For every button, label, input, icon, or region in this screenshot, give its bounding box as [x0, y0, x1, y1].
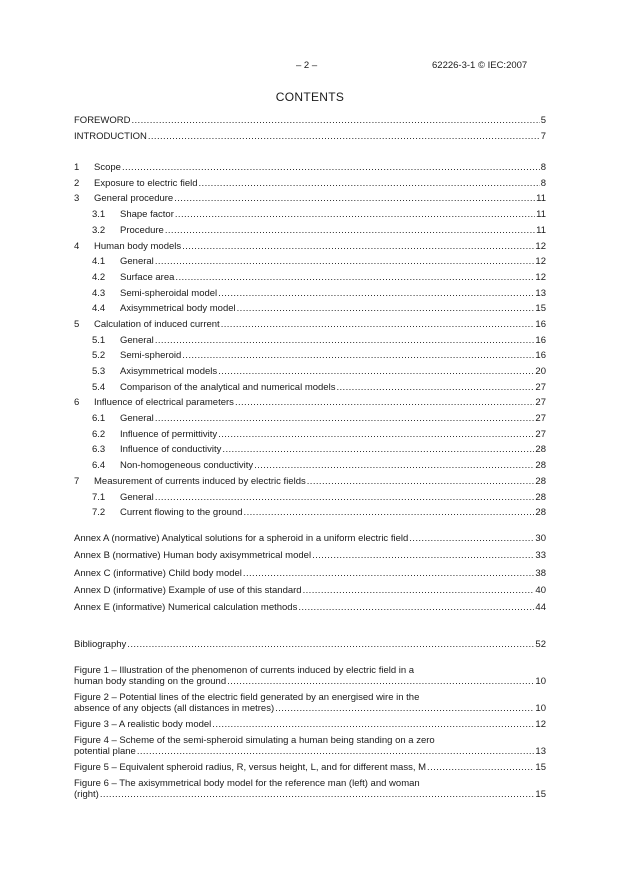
entry-number: 5 — [74, 318, 80, 330]
entry-number: 3.2 — [92, 224, 106, 236]
entry-title — [74, 637, 126, 653]
figure-caption-text: potential plane — [74, 745, 136, 757]
entry-text: Exposure to electric field — [94, 177, 198, 189]
entry-text: General — [120, 413, 154, 425]
entry-number: 6.3 — [92, 444, 106, 456]
leader-dots — [221, 317, 535, 333]
figure-caption-text: Figure 3 – A realistic body model — [74, 718, 212, 730]
entry-page: 40 — [535, 585, 546, 597]
subclause-entry[interactable] — [74, 333, 546, 349]
leader-dots — [182, 239, 534, 255]
entry-text: Influence of electrical parameters — [94, 397, 234, 409]
leader-dots — [175, 207, 535, 223]
entry-text: Comparison of the analytical and numerical models — [120, 381, 336, 393]
entry-text: Shape factor — [120, 209, 174, 221]
clause-entry[interactable] — [74, 191, 546, 207]
front-entry[interactable] — [74, 113, 546, 129]
figure-entry[interactable] — [74, 762, 546, 773]
entry-text: Surface area — [120, 271, 175, 283]
figure-caption-line: Figure 2 – Potential lines of the electric field generated by an energised wire in the — [74, 691, 420, 703]
leader-dots — [427, 762, 534, 773]
leader-dots — [155, 411, 535, 427]
annex-entry[interactable] — [74, 530, 546, 547]
subclause-entry[interactable] — [74, 427, 546, 443]
entry-number: 4.4 — [92, 303, 106, 315]
front-matter-list — [74, 113, 546, 144]
entry-number: 7.2 — [92, 507, 106, 519]
leader-dots — [218, 364, 534, 380]
entry-title — [74, 442, 221, 458]
entry-text: Bibliography — [74, 638, 127, 650]
entry-number: 4.1 — [92, 256, 106, 268]
bibliography-entry — [74, 637, 546, 653]
entry-title — [74, 395, 234, 411]
leader-dots — [244, 505, 535, 521]
entry-number: 3.1 — [92, 209, 106, 221]
entry-page: 33 — [535, 550, 546, 562]
leader-dots — [131, 113, 539, 129]
entry-title — [74, 582, 302, 599]
figure-entry[interactable] — [74, 719, 546, 730]
leader-dots — [222, 442, 534, 458]
figure-entry[interactable] — [74, 692, 546, 714]
figure-caption-text: absence of any objects (all distances in metres) — [74, 702, 275, 714]
clause-entry[interactable] — [74, 160, 546, 176]
entry-text: Influence of permittivity — [120, 428, 218, 440]
leader-dots — [336, 380, 534, 396]
entry-page: 5 — [540, 115, 546, 126]
page-title: CONTENTS — [275, 90, 345, 104]
entry-text: Annex A (normative) Analytical solutions for a spheroid in a uniform electric field — [74, 532, 409, 544]
leader-dots — [100, 789, 535, 800]
entry-title — [74, 565, 242, 582]
entry-page: 28 — [535, 444, 546, 456]
bibliography-row[interactable] — [74, 637, 546, 653]
entry-title — [74, 333, 154, 349]
entry-page: 27 — [535, 397, 546, 409]
figure-caption-last-line — [74, 719, 546, 730]
entry-text: General procedure — [94, 193, 174, 205]
entry-text: Annex C (informative) Child body model — [74, 567, 242, 579]
entry-title — [74, 380, 335, 396]
leader-dots — [175, 270, 534, 286]
leader-dots — [227, 676, 534, 687]
figure-caption-line: Figure 1 – Illustration of the phenomenon of currents induced by electric field in a — [74, 664, 415, 676]
entry-number: 6 — [74, 397, 80, 409]
leader-dots — [122, 160, 540, 176]
figure-caption-text: (right) — [74, 788, 99, 800]
entry-page: 8 — [540, 162, 546, 174]
front-entry[interactable] — [74, 129, 546, 145]
entry-text: Annex B (normative) Human body axisymmetrical model — [74, 550, 312, 562]
annex-entry[interactable] — [74, 599, 546, 616]
figure-caption-line: Figure 4 – Scheme of the semi-spheroid simulating a human being standing on a zero — [74, 734, 435, 746]
entry-page: 15 — [535, 303, 546, 315]
leader-dots — [218, 286, 534, 302]
entry-title — [74, 129, 147, 145]
figure-caption-text: human body standing on the ground — [74, 675, 227, 687]
subclause-entry[interactable] — [74, 223, 546, 239]
clause-entry[interactable] — [74, 317, 546, 333]
leader-dots — [199, 176, 540, 192]
figure-entry[interactable] — [74, 735, 546, 757]
entry-title — [74, 254, 154, 270]
entry-text: Non-homogeneous conductivity — [120, 460, 254, 472]
entry-title — [74, 530, 408, 547]
entry-text: General — [120, 491, 154, 503]
figure-entry[interactable] — [74, 665, 546, 687]
leader-dots — [235, 395, 534, 411]
figure-caption-last-line — [74, 762, 546, 773]
entry-page: 11 — [536, 209, 546, 221]
entry-page: 7 — [540, 130, 546, 142]
entry-page: 15 — [535, 788, 546, 800]
clause-entry[interactable] — [74, 176, 546, 192]
table-of-contents — [74, 113, 546, 805]
entry-text: Axisymmetrical body model — [120, 303, 236, 315]
entry-number: 4.3 — [92, 287, 106, 299]
leader-dots — [237, 301, 535, 317]
entry-title — [74, 547, 311, 564]
figure-caption-last-line — [74, 746, 546, 757]
entry-page: 28 — [535, 507, 546, 519]
entry-text: Semi-spheroid — [120, 350, 182, 362]
entry-title — [74, 427, 217, 443]
entry-title — [74, 191, 173, 207]
entry-number: 6.4 — [92, 460, 106, 472]
leader-dots — [307, 474, 535, 490]
entry-text: Calculation of induced current — [94, 318, 220, 330]
figure-caption-last-line — [74, 676, 546, 687]
entry-text: Scope — [94, 162, 121, 174]
entry-text: Procedure — [120, 224, 164, 236]
entry-page: 11 — [536, 224, 546, 236]
entry-text: Measurement of currents induced by electric fields — [94, 475, 306, 487]
leader-dots — [303, 582, 535, 599]
annex-list — [74, 530, 546, 617]
entry-page: 52 — [535, 638, 546, 650]
entry-page: 27 — [535, 381, 546, 393]
entry-title — [74, 223, 164, 239]
entry-page: 27 — [535, 428, 546, 440]
entry-title — [74, 317, 220, 333]
entry-number: 6.1 — [92, 413, 106, 425]
entry-text: General — [120, 256, 154, 268]
annex-entry[interactable] — [74, 582, 546, 599]
entry-page: 8 — [540, 177, 546, 189]
standard-reference: 62226-3-1 © IEC:2007 — [432, 60, 528, 71]
entry-title — [74, 113, 130, 129]
page-number-header: – 2 – — [296, 60, 318, 71]
entry-page: 28 — [535, 475, 546, 487]
entry-title — [74, 301, 236, 317]
entry-title — [74, 599, 297, 616]
subclause-entry[interactable] — [74, 505, 546, 521]
entry-title — [74, 176, 198, 192]
entry-page: 12 — [535, 256, 546, 268]
entry-title — [74, 348, 181, 364]
leader-dots — [148, 129, 540, 145]
leader-dots — [409, 530, 534, 547]
entry-page: 10 — [535, 702, 546, 714]
clause-entry[interactable] — [74, 395, 546, 411]
leader-dots — [212, 719, 534, 730]
subclause-entry[interactable] — [74, 411, 546, 427]
entry-title — [74, 286, 217, 302]
entry-text: Axisymmetrical models — [120, 366, 218, 377]
entry-page: 10 — [535, 675, 546, 687]
leader-dots — [254, 458, 534, 474]
entry-text: Semi-spheroidal model — [120, 287, 218, 299]
entry-page: 28 — [535, 460, 546, 472]
entry-page: 15 — [535, 761, 546, 773]
clause-list — [74, 160, 546, 521]
figure-caption-line: Figure 6 – The axisymmetrical body model for the reference man (left) and woman — [74, 777, 420, 789]
entry-text: INTRODUCTION — [74, 130, 147, 142]
leader-dots — [137, 746, 535, 757]
leader-dots — [155, 333, 535, 349]
leader-dots — [312, 547, 534, 564]
entry-page: 12 — [535, 240, 546, 252]
annex-entry[interactable] — [74, 547, 546, 564]
entry-number: 5.4 — [92, 381, 106, 393]
entry-page: 13 — [535, 287, 546, 299]
entry-text: Annex E (informative) Numerical calculation methods — [74, 602, 298, 614]
entry-page: 13 — [535, 745, 546, 757]
entry-page: 20 — [535, 366, 546, 377]
subclause-entry[interactable] — [74, 207, 546, 223]
subclause-entry[interactable] — [74, 270, 546, 286]
entry-text: General — [120, 334, 154, 346]
leader-dots — [165, 223, 535, 239]
leader-dots — [218, 427, 534, 443]
entry-number: 7 — [74, 475, 80, 487]
entry-title — [74, 239, 181, 255]
entry-page: 16 — [535, 350, 546, 362]
entry-title — [74, 207, 174, 223]
entry-number: 4 — [74, 240, 80, 252]
entry-title — [74, 458, 253, 474]
leader-dots — [155, 254, 535, 270]
figure-caption-text: Figure 5 – Equivalent spheroid radius, R, versus height, L, and for different mass, M — [74, 761, 427, 773]
figure-list — [74, 665, 546, 800]
entry-number: 7.1 — [92, 491, 106, 503]
entry-page: 16 — [535, 334, 546, 346]
leader-dots — [182, 348, 534, 364]
entry-page: 38 — [535, 567, 546, 579]
subclause-entry[interactable] — [74, 301, 546, 317]
entry-title — [74, 270, 174, 286]
subclause-entry[interactable] — [74, 286, 546, 302]
entry-text: Annex D (informative) Example of use of this standard — [74, 585, 302, 597]
entry-number: 3 — [74, 193, 80, 205]
entry-number: 5.1 — [92, 334, 106, 346]
entry-number: 5.3 — [92, 366, 106, 377]
leader-dots — [298, 599, 534, 616]
entry-number: 6.2 — [92, 428, 106, 440]
leader-dots — [155, 490, 535, 506]
entry-title — [74, 474, 306, 490]
subclause-entry[interactable] — [74, 458, 546, 474]
clause-entry[interactable] — [74, 239, 546, 255]
entry-title — [74, 411, 154, 427]
subclause-entry[interactable] — [74, 380, 546, 396]
entry-number: 1 — [74, 162, 80, 174]
subclause-entry[interactable] — [74, 364, 546, 380]
subclause-entry[interactable] — [74, 348, 546, 364]
subclause-entry[interactable] — [74, 490, 546, 506]
leader-dots — [127, 637, 534, 653]
entry-page: 27 — [535, 413, 546, 425]
entry-page: 28 — [535, 491, 546, 503]
leader-dots — [275, 703, 534, 714]
entry-title — [74, 364, 217, 380]
entry-page: 11 — [536, 193, 546, 205]
entry-number: 2 — [74, 177, 80, 189]
leader-dots — [174, 191, 535, 207]
entry-text: Human body models — [94, 240, 182, 252]
entry-text: Current flowing to the ground — [120, 507, 243, 519]
entry-number: 5.2 — [92, 350, 106, 362]
annex-entry[interactable] — [74, 565, 546, 582]
entry-text: FOREWORD — [74, 115, 131, 126]
entry-title — [74, 160, 121, 176]
entry-page: 16 — [535, 318, 546, 330]
entry-page: 12 — [535, 718, 546, 730]
figure-caption-last-line — [74, 789, 546, 800]
figure-caption-last-line — [74, 703, 546, 714]
entry-text: Influence of conductivity — [120, 444, 222, 456]
entry-page: 12 — [535, 271, 546, 283]
figure-entry[interactable] — [74, 778, 546, 800]
clause-entry[interactable] — [74, 474, 546, 490]
entry-title — [74, 505, 243, 521]
subclause-entry[interactable] — [74, 254, 546, 270]
entry-page: 30 — [535, 532, 546, 544]
entry-title — [74, 490, 154, 506]
entry-page: 44 — [535, 602, 546, 614]
subclause-entry[interactable] — [74, 442, 546, 458]
entry-number: 4.2 — [92, 271, 106, 283]
leader-dots — [243, 565, 535, 582]
